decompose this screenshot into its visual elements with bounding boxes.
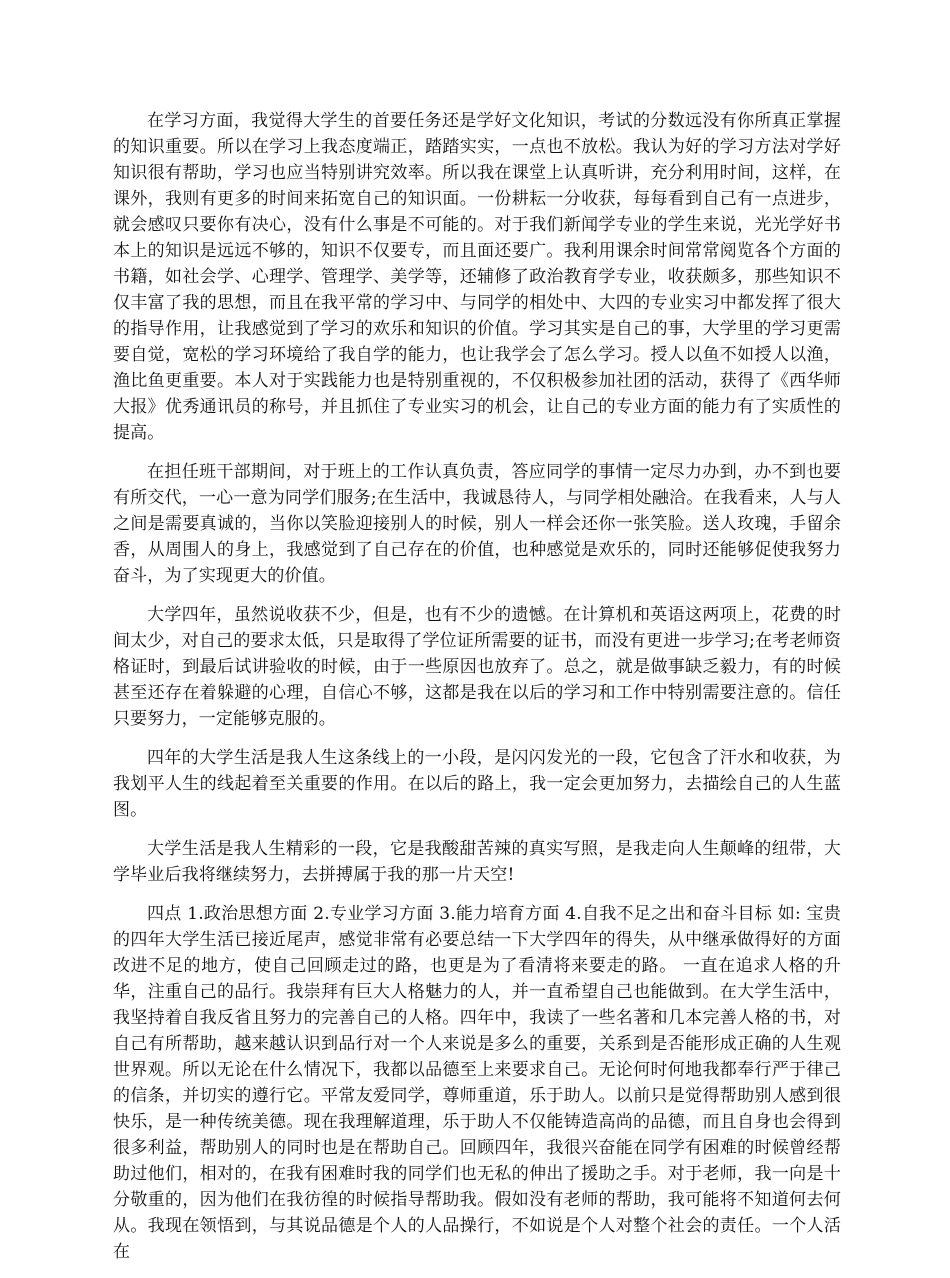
paragraph-class-cadre: 在担任班干部期间，对于班上的工作认真负责，答应同学的事情一定尽力办到，办不到也要有所交代，一心一意为同学们服务;在生活中，我诚恳待人，与同学相处融洽。在我看来，人与人之间是需要真诚的，当你以笑脸迎接别人的时候，别人一样会还你一张笑脸。送人玫瑰，手留余香，从周围人的身上，我感觉到了自己存在的价值，也种感觉是欢乐的，同时还能够促使我努力奋斗，为了实现更大的价值。 (113, 462, 841, 586)
paragraph-four-points: 四点 1.政治思想方面 2.专业学习方面 3.能力培育方面 4.自我不足之出和奋斗目标 如: 宝贵的四年大学生活已接近尾声，感觉非常有必要总结一下大学四年的得失，从中继承做得好的方面改进不足的地方，使自己回顾走过的路，也更是为了看清将来要走的路。 一直在追求人格的升华，注重自己的品行。我崇拜有巨大人格魅力的人，并一直希望自己也能做到。在大学生活中，我坚持着自我反省且努力的完善自己的人格。四年中，我读了一些名著和几本完善人格的书，对自己有所帮助，越来越认识到品行对一个人来说是多么的重要，关系到是否能形成正确的人生观世界观。所以无论在什么情况下，我都以品德至上来要求自己。无论何时何地我都奉行严于律己的信条，并切实的遵行它。平常友爱同学，尊师重道，乐于助人。以前只是觉得帮助别人感到很快乐，是一种传统美德。现在我理解道理，乐于助人不仅能铸造高尚的品德，而且自身也会得到很多利益，帮助别人的同时也是在帮助自己。回顾四年，我很兴奋能在同学有困难的时候曾经帮助过他们，相对的，在我有困难时我的同学们也无私的伸出了援助之手。对于老师，我一向是十分敬重的，因为他们在我彷徨的时候指导帮助我。假如没有老师的帮助，我可能将不知道何去何从。我现在领悟到，与其说品德是个人的人品操行，不如说是个人对整个社会的责任。一个人活在 (113, 904, 841, 1262)
document-body (113, 108, 841, 1278)
paragraph-study: 在学习方面，我觉得大学生的首要任务还是学好文化知识，考试的分数远没有你所真正掌握的知识重要。所以在学习上我态度端正，踏踏实实，一点也不放松。我认为好的学习方法对学好知识很有帮助，学习也应当特别讲究效率。所以我在课堂上认真听讲，充分利用时间，这样，在课外，我则有更多的时间来拓宽自己的知识面。一份耕耘一分收获，每每看到自己有一点进步，就会感叹只要你有决心，没有什么事是不可能的。对于我们新闻学专业的学生来说，光光学好书本上的知识是远远不够的，知识不仅要专，而且面还要广。我利用课余时间常常阅览各个方面的书籍，如社会学、心理学、管理学、美学等，还辅修了政治教育学专业，收获颇多，那些知识不仅丰富了我的思想，而且在我平常的学习中、与同学的相处中、大四的专业实习中都发挥了很大的指导作用，让我感觉到了学习的欢乐和知识的价值。学习其实是自己的事，大学里的学习更需要自觉，宽松的学习环境给了我自学的能力，也让我学会了怎么学习。授人以鱼不如授人以渔，渔比鱼更重要。本人对于实践能力也是特别重视的，不仅积极参加社团的活动，获得了《西华师大报》优秀通讯员的称号，并且抓住了专业实习的机会，让自己的专业方面的能力有了实质性的提高。 (113, 111, 841, 443)
paragraph-four-years: 四年的大学生活是我人生这条线上的一小段，是闪闪发光的一段，它包含了汗水和收获，为我划平人生的线起着至关重要的作用。在以后的路上，我一定会更加努力，去描绘自己的人生蓝图。 (113, 748, 841, 820)
paragraph-regrets: 大学四年，虽然说收获不少，但是，也有不少的遗憾。在计算机和英语这两项上，花费的时间太少，对自己的要求太低，只是取得了学位证所需要的证书，而没有更进一步学习;在考老师资格证时，到最后试讲验收的时候，由于一些原因也放弃了。总之，就是做事缺乏毅力，有的时候甚至还存在着躲避的心理，自信心不够，这都是我在以后的学习和工作中特别需要注意的。信任只要努力，一定能够克服的。 (113, 605, 841, 729)
paragraph-college-life: 大学生活是我人生精彩的一段，它是我酸甜苦辣的真实写照，是我走向人生颠峰的纽带，大学毕业后我将继续努力，去拼搏属于我的那一片天空! (113, 839, 841, 885)
